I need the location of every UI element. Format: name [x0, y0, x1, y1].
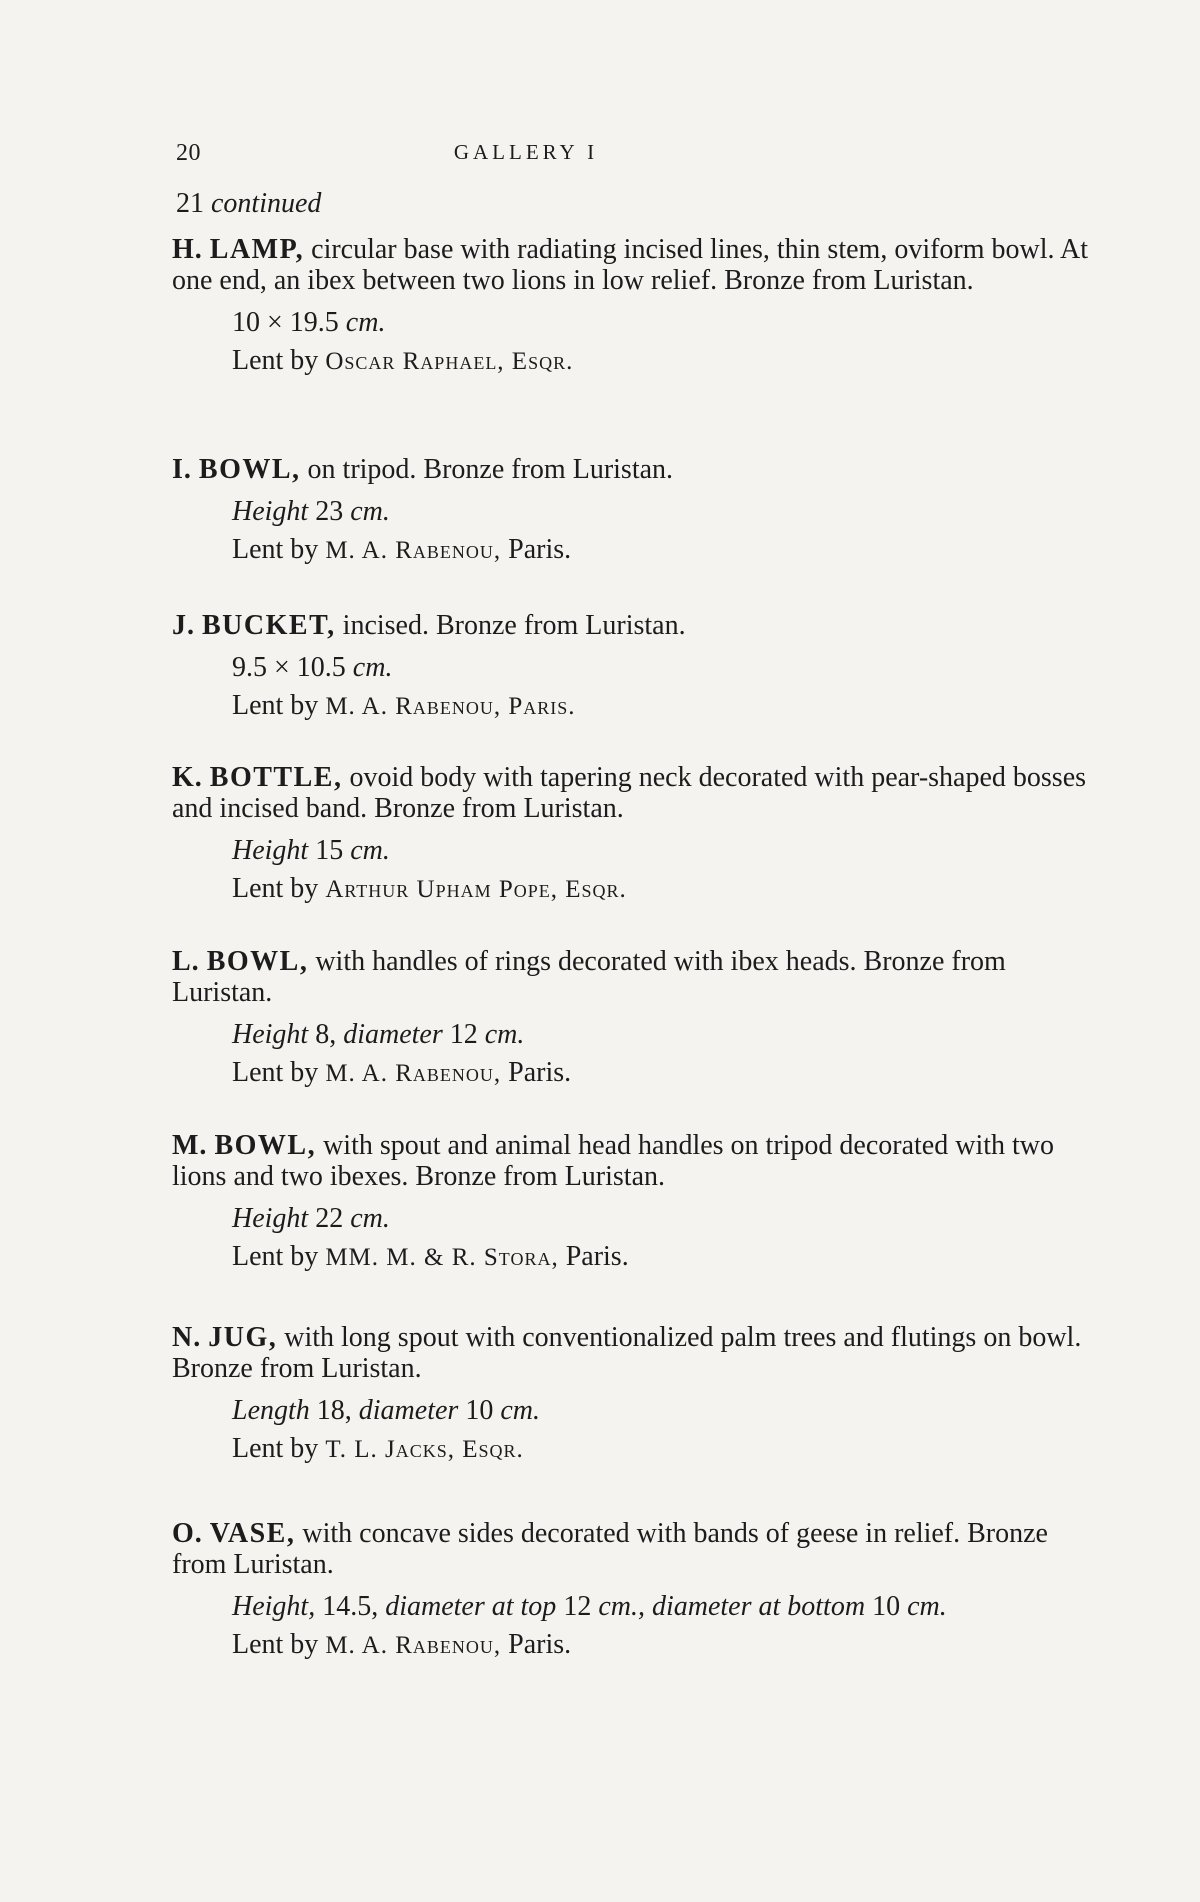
- dims-unit: cm.: [484, 1019, 525, 1050]
- entry-description: [172, 1130, 1097, 1192]
- entry-description: [172, 1518, 1097, 1580]
- dims-label-2: diameter at top: [385, 1591, 557, 1622]
- entry-name: BOWL,: [206, 946, 309, 977]
- lender-name: T. L. Jacks, Esqr.: [325, 1436, 524, 1463]
- lender-name: M. A. Rabenou,: [325, 1632, 502, 1659]
- entry-text: incised. Bronze from Luristan.: [335, 610, 686, 641]
- entry-name: BOWL,: [214, 1130, 317, 1161]
- dims-label: Length: [232, 1395, 310, 1426]
- entry-text: with concave sides decorated with bands of geese in relief. Bronze from Luristan.: [172, 1518, 1048, 1580]
- page-number: 20: [176, 140, 201, 166]
- entry-text: with spout and animal head handles on tripod decorated with two lions and two ibexes. Bronze from Luristan.: [172, 1130, 1055, 1192]
- lender-suffix: Paris.: [501, 1057, 572, 1088]
- dims-unit: cm.: [345, 307, 386, 338]
- entry-dimensions: [232, 649, 1097, 687]
- entry-h-lamp: [172, 234, 1097, 381]
- dims-value-3: 10: [865, 1591, 908, 1622]
- dims-value: 15: [308, 835, 351, 866]
- gallery-title: GALLERY I: [453, 140, 599, 164]
- entry-letter: H.: [172, 234, 203, 265]
- entry-name: BOWL,: [198, 454, 301, 485]
- entry-lender: [232, 687, 1097, 726]
- entry-lender: [232, 1430, 1097, 1469]
- dims-unit: cm.: [350, 1203, 390, 1234]
- entry-dimensions: [232, 304, 1097, 342]
- dims-value: 22: [308, 1203, 351, 1234]
- lender-prefix: Lent by: [232, 1057, 326, 1088]
- entry-lender: [232, 531, 1097, 570]
- entry-letter: N.: [172, 1322, 202, 1353]
- entry-description: [172, 946, 1097, 1008]
- entry-description: [172, 234, 1097, 296]
- entry-name: BUCKET,: [202, 610, 336, 641]
- dims-label-2: diameter: [358, 1395, 459, 1426]
- entry-number: 21: [176, 188, 204, 219]
- continued-label: continued: [211, 188, 322, 219]
- lender-prefix: Lent by: [232, 690, 326, 721]
- entry-name: LAMP,: [209, 234, 305, 265]
- lender-name: M. A. Rabenou,: [325, 1060, 502, 1087]
- lender-name: M. A. Rabenou, Paris.: [325, 693, 576, 720]
- entry-lender: [232, 1626, 1097, 1665]
- entry-lender: [232, 342, 1097, 381]
- entry-dimensions: [232, 1016, 1097, 1054]
- entry-dimensions: [232, 1392, 1097, 1430]
- entry-dimensions: [232, 1588, 1097, 1626]
- continued-heading: [176, 188, 321, 220]
- lender-prefix: Lent by: [232, 345, 326, 376]
- dims-value: 10 × 19.5: [232, 307, 346, 338]
- dims-label: Height: [232, 1019, 309, 1050]
- lender-suffix: Paris.: [501, 534, 572, 565]
- entry-text: with handles of rings decorated with ibex heads. Bronze from Luristan.: [172, 946, 1006, 1008]
- lender-suffix: Paris.: [558, 1241, 629, 1272]
- entry-name: VASE,: [209, 1518, 296, 1549]
- lender-name: Arthur Upham Pope, Esqr.: [325, 876, 627, 903]
- entry-dimensions: [232, 832, 1097, 870]
- lender-prefix: Lent by: [232, 1629, 326, 1660]
- entry-n-jug: [172, 1322, 1097, 1469]
- entry-text: with long spout with conventionalized palm trees and flutings on bowl. Bronze from Luristan.: [172, 1322, 1082, 1384]
- lender-name: Oscar Raphael, Esqr.: [325, 348, 574, 375]
- dims-value: 18,: [309, 1395, 359, 1426]
- entry-name: BOTTLE,: [209, 762, 343, 793]
- entry-description: [172, 762, 1097, 824]
- dims-unit: cm.: [500, 1395, 540, 1426]
- dims-value-2: 12: [556, 1591, 599, 1622]
- lender-prefix: Lent by: [232, 534, 326, 565]
- dims-value: 23: [308, 496, 351, 527]
- lender-prefix: Lent by: [232, 1241, 326, 1272]
- lender-name: MM. M. & R. Stora,: [325, 1244, 559, 1271]
- entry-text: ovoid body with tapering neck decorated with pear-shaped bosses and incised band. Bronze from Luristan.: [172, 762, 1087, 824]
- lender-prefix: Lent by: [232, 1433, 326, 1464]
- entry-letter: I.: [172, 454, 192, 485]
- entry-l-bowl: [172, 946, 1097, 1093]
- entry-lender: [232, 1054, 1097, 1093]
- entry-k-bottle: [172, 762, 1097, 909]
- dims-label: Height,: [232, 1591, 316, 1622]
- entry-letter: L.: [172, 946, 200, 977]
- dims-unit: cm.: [350, 496, 390, 527]
- dims-label: Height: [232, 835, 309, 866]
- dims-label-3: cm., diameter at bottom: [598, 1591, 866, 1622]
- lender-name: M. A. Rabenou,: [325, 537, 502, 564]
- entry-lender: [232, 870, 1097, 909]
- dims-label-2: diameter: [343, 1019, 443, 1050]
- dims-value-2: 10: [458, 1395, 501, 1426]
- entry-letter: M.: [172, 1130, 208, 1161]
- dims-unit: cm.: [350, 835, 390, 866]
- entry-o-vase: [172, 1518, 1097, 1665]
- dims-unit: cm.: [907, 1591, 947, 1622]
- dims-label: Height: [232, 496, 309, 527]
- entry-text: circular base with radiating incised lines, thin stem, oviform bowl. At one end, an ibex between two lions in low relief. Bronze from Luristan.: [172, 234, 1088, 296]
- entry-letter: K.: [172, 762, 203, 793]
- entry-m-bowl: [172, 1130, 1097, 1277]
- entry-dimensions: [232, 493, 1097, 531]
- lender-prefix: Lent by: [232, 873, 326, 904]
- entry-letter: O.: [172, 1518, 203, 1549]
- lender-suffix: Paris.: [501, 1629, 572, 1660]
- dims-value: 9.5 × 10.5: [232, 652, 353, 683]
- dims-value: 14.5,: [315, 1591, 386, 1622]
- entry-description: [172, 454, 1097, 485]
- dims-label: Height: [232, 1203, 309, 1234]
- entry-text: on tripod. Bronze from Luristan.: [300, 454, 674, 485]
- dims-value: 8,: [308, 1019, 344, 1050]
- entry-description: [172, 610, 1097, 641]
- entry-i-bowl: [172, 454, 1097, 570]
- entry-description: [172, 1322, 1097, 1384]
- entry-lender: [232, 1238, 1097, 1277]
- dims-unit: cm.: [352, 652, 393, 683]
- entry-name: JUG,: [208, 1322, 278, 1353]
- entry-letter: J.: [172, 610, 195, 641]
- dims-value-2: 12: [442, 1019, 485, 1050]
- entry-j-bucket: [172, 610, 1097, 726]
- entry-dimensions: [232, 1200, 1097, 1238]
